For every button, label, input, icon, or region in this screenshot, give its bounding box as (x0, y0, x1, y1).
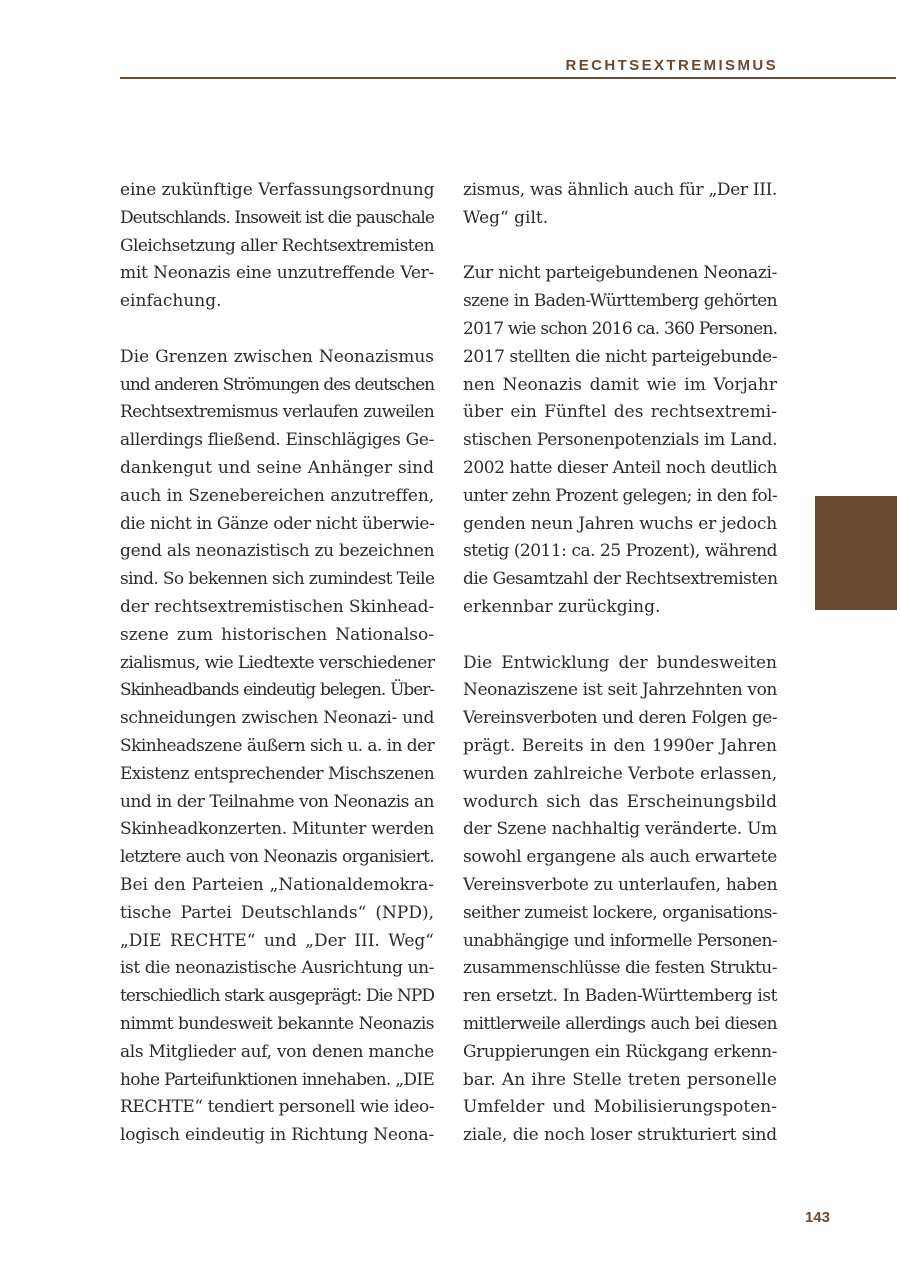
text-line: 2002 hatte dieser Anteil noch deutlich (463, 457, 777, 478)
text-line: mittlerweile allerdings auch bei diesen (463, 1013, 777, 1034)
text-line: ist die neonazistische Ausrichtung un- (120, 958, 434, 979)
text-line: genden neun Jahren wuchs er jedoch (463, 513, 777, 534)
text-line: Gruppierungen ein Rückgang erkenn- (463, 1041, 777, 1062)
text-line: Vereinsverbote zu unterlaufen, haben (463, 874, 778, 895)
text-line: dankengut und seine Anhänger sind (120, 457, 434, 478)
paragraph (463, 650, 777, 1150)
text-line: tische Partei Deutschlands“ (NPD), (120, 902, 434, 923)
text-line: zialismus, wie Liedtexte verschiedener (120, 652, 435, 673)
text-line: Umfelder und Mobilisierungspoten- (463, 1097, 777, 1118)
text-line: Deutschlands. Insoweit ist die pauschale (120, 207, 434, 228)
text-line: allerdings fließend. Einschlägiges Ge- (120, 430, 434, 451)
paragraph (120, 177, 434, 316)
text-line: ren ersetzt. In Baden-Württemberg ist (463, 986, 777, 1007)
text-line: schneidungen zwischen Neonazi- und (120, 708, 434, 729)
text-line: Existenz entsprechender Mischszenen (120, 763, 435, 784)
text-line: Weg“ gilt. (463, 207, 549, 228)
text-line: eine zukünftige Verfassungsordnung (120, 180, 435, 200)
chapter-thumb-tab (815, 496, 897, 610)
text-line: gend als neonazistisch zu bezeichnen (120, 541, 435, 562)
text-line: und in der Teilnahme von Neonazis an (120, 791, 434, 812)
text-line: wodurch sich das Erscheinungsbild (463, 791, 777, 812)
text-line: zismus, was ähnlich auch für „Der III. (463, 180, 777, 200)
text-line: die nicht in Gänze oder nicht überwie- (120, 513, 435, 534)
text-line: Skinheadszene äußern sich u. a. in der (120, 735, 435, 756)
text-line: wurden zahlreiche Verbote erlassen, (463, 763, 778, 784)
text-line: logisch eindeutig in Richtung Neona- (120, 1125, 434, 1146)
text-line: sind. So bekennen sich zumindest Teile (120, 569, 435, 590)
text-line: Skinheadbands eindeutig belegen. Über- (120, 680, 434, 701)
text-line: und anderen Strömungen des deutschen (120, 374, 434, 395)
text-line: Bei den Parteien „Nationaldemokra- (120, 874, 434, 895)
text-line: ziale, die noch loser strukturiert sind (463, 1125, 777, 1146)
right-text-column (463, 177, 777, 1150)
text-line: Skinheadkonzerten. Mitunter werden (120, 819, 435, 840)
section-title: RECHTSEXTREMISMUS (565, 57, 778, 74)
text-line: der Szene nachhaltig veränderte. Um (463, 819, 777, 840)
text-line: letztere auch von Neonazis organisiert. (120, 847, 434, 868)
text-line: auch in Szenebereichen anzutreffen, (120, 485, 434, 506)
paragraph (463, 260, 777, 621)
text-line: „DIE RECHTE“ und „Der III. Weg“ (120, 930, 434, 951)
paragraph (463, 177, 777, 233)
paragraph (120, 344, 434, 1150)
text-line: bar. An ihre Stelle treten personelle (463, 1069, 777, 1090)
left-text-column (120, 177, 434, 1150)
text-line: prägt. Bereits in den 1990er Jahren (463, 735, 777, 756)
text-line: unter zehn Prozent gelegen; in den fol- (463, 485, 777, 506)
text-line: über ein Fünftel des rechtsextremi- (463, 402, 777, 423)
text-line: einfachung. (120, 291, 222, 312)
text-line: szene in Baden-Württemberg gehörten (463, 291, 777, 312)
text-line: mit Neonazis eine unzutreffende Ver- (120, 263, 434, 284)
text-line: unabhängige und informelle Personen- (463, 930, 777, 951)
text-line: zusammenschlüsse die festen Struktu- (463, 958, 777, 979)
text-line: seither zumeist lockere, organisations- (463, 902, 777, 923)
text-line: 2017 stellten die nicht parteigebunde- (463, 346, 778, 367)
header-rule (120, 77, 896, 79)
text-line: hohe Parteifunktionen innehaben. „DIE (120, 1069, 435, 1090)
text-line: als Mitglieder auf, von denen manche (120, 1041, 434, 1062)
text-line: die Gesamtzahl der Rechtsextremisten (463, 569, 778, 590)
text-line: der rechtsextremistischen Skinhead- (120, 596, 435, 617)
text-line: stischen Personenpotenzials im Land. (463, 430, 778, 451)
text-line: nen Neonazis damit wie im Vorjahr (463, 374, 777, 395)
text-line: Rechtsextremismus verlaufen zuweilen (120, 402, 434, 423)
text-line: Die Grenzen zwischen Neonazismus (120, 346, 434, 367)
page-number: 143 (804, 1209, 830, 1226)
text-line: nimmt bundesweit bekannte Neonazis (120, 1013, 434, 1034)
text-line: erkennbar zurückging. (463, 596, 661, 617)
text-line: Neonaziszene ist seit Jahrzehnten von (463, 680, 777, 701)
text-line: szene zum historischen Nationalso- (120, 624, 434, 645)
text-line: sowohl ergangene als auch erwartete (463, 847, 777, 868)
text-line: RECHTE“ tendiert personell wie ideo- (120, 1097, 435, 1118)
text-line: Gleichsetzung aller Rechtsextremisten (120, 235, 434, 256)
text-line: stetig (2011: ca. 25 Prozent), während (463, 541, 777, 562)
text-line: Die Entwicklung der bundesweiten (463, 652, 777, 673)
text-line: terschiedlich stark ausgeprägt: Die NPD (120, 986, 434, 1007)
text-line: 2017 wie schon 2016 ca. 360 Personen. (463, 318, 778, 339)
text-line: Zur nicht parteigebundenen Neonazi- (463, 263, 777, 284)
text-line: Vereinsverboten und deren Folgen ge- (463, 708, 778, 729)
